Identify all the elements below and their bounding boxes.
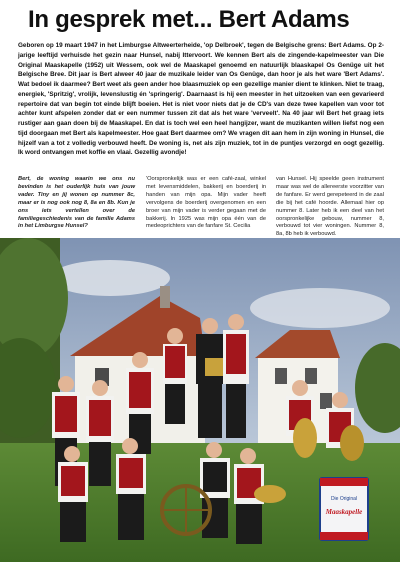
drum-text-top: Die Original (330, 496, 358, 502)
musician (196, 318, 224, 438)
band-photo (0, 238, 400, 562)
interview-question: Bert, de woning waarin we ons nu bevinden is het ouderlijk huis van jouw vader. Tiny en jij wonen op nummer 8c, maar er is nog ook nog 8, 8a en 8b. Kun je ons iets vertellen over de familiegeschiedenis van de familie Adams in het Limburgse Hunsel? (18, 176, 135, 230)
answer-column-1: 'Oorspronkelijk was er een café-zaal, winkel met levensmiddelen, bakkerij en boerderij in handen van mijn opa. Mijn vader heeft vervolgens de boerderij overgenomen en een broer van mijn vader is verder gegaan met de bakkerij. In 1925 was mijn opa één van de medeoprichters van de fanfare St. Cecilia (146, 176, 266, 230)
drum (320, 478, 368, 540)
article-title: In gesprek met... Bert Adams (28, 6, 350, 33)
answer-column-2: van Hunsel. Hij speelde geen instrument maar was wel de allereerste voorzitter van de fanfare. Er werd gerepeteerd in de zaal die bij het café hoorde. Allemaal hier op nummer 8. Later heb ik een deel van het oorspronkelijke gebouw, nummer 8, verbouwd tot vier woningen. Nummer 8, 8a, 8b heb ik verbouwd. (276, 176, 384, 238)
article-intro: Geboren op 19 maart 1947 in het Limburgse Altweerterheide, 'op Delbroek', tegen de Belgische grens: Bert Adams. Op 2-jarige leeftijd verhuisde het gezin naar Hunsel, nabij Ittervoort. We kennen Bert als de zingende-kapelmeester van Die Original Maaskapelle (1952) uit Wessem, ook wel de Maaskapel genoemd en natuurlijk blaaskapel Os Genüge uit het Belgische Bree. Dit jaar is Bert alweer 40 jaar de muzikale leider van Os Genüge, dan hoor je als het ware 'Bert Adams'. Wat bedoel ik daarmee? Bert weet als geen ander hoe blaasmuziek op een gezellige manier dient te klinken. Niet te traag, energiek, 'Spritzig', vrolijk, levenslustig én 'springerig'. Daarnaast is hij een meester in het uitzoeken van een gevarieerd repertoire dat van begin tot einde blijft boeien. Het is niet voor niets dat je de CD's van deze twee kapellen van voor tot achter kunt afspelen zonder dat er een nummer tussen zit dat als het ware 'verveelt'. Na 40 jaar wil Bert het graag iets rustiger aan gaan doen bij de Maaskapel. En dat is toch wel een heel hangijzer, want de muzikanten willen liefst nog een tijd doorgaan met Bert als kapelmeester. Hoe gaat Bert daarmee om? We vragen dit aan hem in zijn woning in Hunsel, die hijzelf van a tot z volledig verbouwd heeft. De woning is, net als zijn muziek, tot in de puntjes verzorgd en oogt gezellig. Ik word ontvangen met koffie en vlaai. Gezellig avondje! (18, 42, 384, 157)
musician (223, 314, 249, 438)
drum-text-main: Maaskapelle (325, 508, 363, 516)
